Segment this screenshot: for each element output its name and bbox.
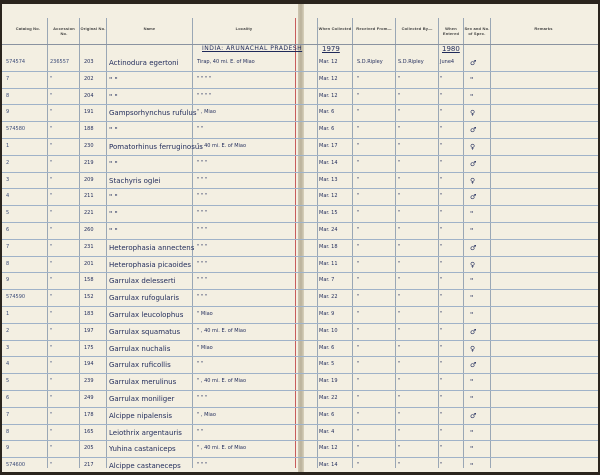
locality-cell: " " " <box>197 395 208 401</box>
collected-by-cell: " <box>398 445 401 452</box>
locality-cell: " " <box>197 361 204 368</box>
species-name-cell: Pomatorhinus ferruginosus <box>109 143 203 151</box>
date-collected-cell: Mar. 4 <box>319 428 335 435</box>
sex-cell: ♀ <box>470 176 476 185</box>
locality-cell: " , 40 mi. E. of Miao <box>197 445 247 452</box>
date-collected-cell: Mar. 11 <box>319 260 338 267</box>
received-from-cell: " <box>357 428 360 435</box>
original-no-cell: 205 <box>84 445 94 452</box>
original-no-cell: 221 <box>84 210 94 217</box>
header-locality: Locality <box>235 26 253 31</box>
accession-no-cell: " <box>50 159 53 166</box>
date-collected-cell: Mar. 12 <box>319 445 338 452</box>
collected-by-cell: " <box>398 294 401 301</box>
received-from-cell: " <box>357 92 360 99</box>
locality-cell: Tirap, 40 mi. E. of Miao <box>197 59 255 65</box>
date-collected-cell: Mar. 22 <box>319 294 338 301</box>
when-entered-cell: " <box>440 159 443 166</box>
received-from-cell: S.D.Ripley <box>357 59 383 65</box>
received-from-cell: " <box>357 327 360 334</box>
species-name-cell: Garrulax moniliger <box>109 395 175 403</box>
accession-no-cell: " <box>50 462 53 469</box>
table-row <box>2 324 598 341</box>
original-no-cell: 158 <box>84 277 94 284</box>
species-name-cell: Garrulax nuchalis <box>109 344 171 353</box>
original-no-cell: 203 <box>84 59 94 65</box>
date-collected-cell: Mar. 12 <box>319 59 338 65</box>
collected-by-cell: " <box>398 109 401 116</box>
date-collected-cell: Mar. 12 <box>319 92 338 99</box>
when-entered-cell: " <box>440 143 443 149</box>
species-name-cell: Garrulax rufogularis <box>109 294 180 303</box>
sex-cell: ♀ <box>470 344 476 353</box>
accession-no-cell: " <box>50 378 53 385</box>
collected-by-cell: " <box>398 126 401 133</box>
when-entered-cell: " <box>440 176 443 183</box>
sex-cell: ♂ <box>470 411 477 420</box>
catalog-no-cell: 1 <box>6 143 10 149</box>
collected-by-cell: " <box>398 462 401 469</box>
catalog-no-cell: 574590 <box>6 294 26 301</box>
catalog-no-cell: 574600 <box>6 462 26 469</box>
catalog-no-cell: 9 <box>6 109 10 116</box>
header-received-from: Received From— <box>356 26 392 31</box>
received-from-cell: " <box>357 243 360 250</box>
collected-by-cell: " <box>398 260 401 267</box>
catalog-no-cell: 6 <box>6 395 10 401</box>
date-collected-cell: Mar. 9 <box>319 311 335 317</box>
accession-no-cell: " <box>50 311 53 317</box>
species-name-cell: Garrulax ruficollis <box>109 361 171 370</box>
date-collected-cell: Mar. 22 <box>319 395 338 401</box>
species-name-cell: " " <box>109 159 118 168</box>
when-entered-cell: " <box>440 126 443 133</box>
species-name-cell: " " <box>109 92 118 101</box>
date-collected-cell: Mar. 12 <box>319 193 338 200</box>
locality-cell: " " " <box>197 294 208 301</box>
accession-no-cell: " <box>50 243 53 250</box>
locality-cell: " , Miao <box>197 109 216 116</box>
locality-heading: INDIA: ARUNACHAL PRADESH <box>202 45 303 52</box>
catalog-no-cell: 7 <box>6 75 10 82</box>
date-collected-cell: Mar. 14 <box>319 159 338 166</box>
table-row <box>2 391 598 408</box>
species-name-cell: Stachyris oglei <box>109 176 161 185</box>
when-entered-cell: " <box>440 227 443 233</box>
sex-cell: ♀ <box>470 260 476 269</box>
accession-no-cell: " <box>50 327 53 334</box>
header-collected-by: Collected By— <box>401 26 433 31</box>
when-entered-cell: June4 <box>440 59 455 65</box>
collected-by-cell: " <box>398 92 401 99</box>
when-entered-cell: " <box>440 210 443 217</box>
species-name-cell: Garrulax squamatus <box>109 327 181 336</box>
species-name-cell: Yuhina castaniceps <box>109 445 176 454</box>
received-from-cell: " <box>357 143 360 149</box>
year-entered: 1980 <box>442 45 460 53</box>
accession-no-cell: " <box>50 294 53 301</box>
sex-cell: " <box>470 445 474 454</box>
table-row <box>2 441 598 458</box>
species-name-cell: Garrulax leucolophus <box>109 311 184 319</box>
sex-cell: ♂ <box>470 193 477 202</box>
original-no-cell: 183 <box>84 311 94 317</box>
when-entered-cell: " <box>440 462 443 469</box>
collected-by-cell: S.D.Ripley <box>398 59 424 65</box>
accession-no-cell: " <box>50 361 53 368</box>
table-row <box>2 341 598 358</box>
collected-by-cell: " <box>398 159 401 166</box>
table-row <box>2 122 598 139</box>
accession-no-cell: " <box>50 75 53 82</box>
received-from-cell: " <box>357 210 360 217</box>
date-collected-cell: Mar. 15 <box>319 210 338 217</box>
date-collected-cell: Mar. 17 <box>319 143 338 149</box>
received-from-cell: " <box>357 277 360 284</box>
table-row <box>2 206 598 223</box>
table-row <box>2 105 598 122</box>
received-from-cell: " <box>357 462 360 469</box>
received-from-cell: " <box>357 75 360 82</box>
species-name-cell: Heterophasia picaoides <box>109 260 192 269</box>
accession-no-cell: " <box>50 92 53 99</box>
received-from-cell: " <box>357 294 360 301</box>
original-no-cell: 260 <box>84 227 94 233</box>
when-entered-cell: " <box>440 395 443 401</box>
catalog-no-cell: 574574 <box>6 59 26 65</box>
when-entered-cell: " <box>440 311 443 317</box>
accession-no-cell: " <box>50 260 53 267</box>
table-row <box>2 139 598 156</box>
sex-cell: " <box>470 227 474 235</box>
locality-cell: " " " <box>197 159 208 166</box>
when-entered-cell: " <box>440 294 443 301</box>
received-from-cell: " <box>357 260 360 267</box>
sex-cell: " <box>470 75 474 84</box>
header-catalog-no: Catalog No. <box>15 26 41 31</box>
date-collected-cell: Mar. 10 <box>319 327 338 334</box>
locality-cell: " " <box>197 428 204 435</box>
collected-by-cell: " <box>398 378 401 385</box>
accession-no-cell: " <box>50 143 53 149</box>
catalog-no-cell: 9 <box>6 277 10 284</box>
accession-no-cell: " <box>50 227 53 233</box>
original-no-cell: 191 <box>84 109 94 116</box>
locality-cell: " " " <box>197 227 208 233</box>
table-row <box>2 257 598 274</box>
received-from-cell: " <box>357 109 360 116</box>
table-row <box>2 374 598 391</box>
date-collected-cell: Mar. 7 <box>319 277 335 284</box>
table-row <box>2 240 598 257</box>
table-row <box>2 408 598 425</box>
collected-by-cell: " <box>398 395 401 401</box>
locality-cell: " " " <box>197 462 208 469</box>
species-name-cell: " " <box>109 193 118 202</box>
catalog-no-cell: 3 <box>6 176 10 183</box>
species-name-cell: Heterophasia annectens <box>109 243 195 252</box>
original-no-cell: 178 <box>84 411 94 418</box>
when-entered-cell: " <box>440 428 443 435</box>
accession-no-cell: " <box>50 428 53 435</box>
received-from-cell: " <box>357 344 360 351</box>
original-no-cell: 217 <box>84 462 94 469</box>
original-no-cell: 197 <box>84 327 94 334</box>
sex-cell: ♂ <box>470 361 477 370</box>
when-entered-cell: " <box>440 445 443 452</box>
collected-by-cell: " <box>398 193 401 200</box>
when-entered-cell: " <box>440 75 443 82</box>
date-collected-cell: Mar. 18 <box>319 243 338 250</box>
locality-cell: " " " <box>197 193 208 200</box>
when-entered-cell: " <box>440 411 443 418</box>
catalog-no-cell: 3 <box>6 344 10 351</box>
date-collected-cell: Mar. 6 <box>319 411 335 418</box>
when-entered-cell: " <box>440 92 443 99</box>
catalog-no-cell: 574580 <box>6 126 26 133</box>
received-from-cell: " <box>357 361 360 368</box>
original-no-cell: 202 <box>84 75 94 82</box>
catalog-no-cell: 2 <box>6 159 10 166</box>
when-entered-cell: " <box>440 260 443 267</box>
locality-cell: " Miao <box>197 344 213 351</box>
header-name: Name <box>143 26 156 31</box>
table-row <box>2 425 598 442</box>
sex-cell: ♂ <box>470 59 477 67</box>
table-row <box>2 72 598 89</box>
catalog-no-cell: 1 <box>6 311 10 317</box>
catalog-no-cell: 8 <box>6 428 10 435</box>
collected-by-cell: " <box>398 327 401 334</box>
header-accession-no: Accession No. <box>53 26 75 36</box>
header-sex-and-no: Sex and No. of Spec. <box>464 26 490 36</box>
locality-cell: " " <box>197 126 204 133</box>
when-entered-cell: " <box>440 243 443 250</box>
table-row <box>2 290 598 307</box>
collected-by-cell: " <box>398 361 401 368</box>
received-from-cell: " <box>357 411 360 418</box>
date-collected-cell: Mar. 12 <box>319 75 338 82</box>
locality-cell: " " " " <box>197 75 211 82</box>
locality-cell: " , 40 mi. E. of Miao <box>197 327 247 334</box>
header-when-entered: When Entered <box>442 26 460 36</box>
accession-no-cell: 236557 <box>50 59 70 65</box>
sex-cell: ♂ <box>470 159 477 168</box>
date-collected-cell: Mar. 6 <box>319 126 335 133</box>
species-name-cell: Alcippe nipalensis <box>109 411 172 420</box>
original-no-cell: 165 <box>84 428 94 435</box>
received-from-cell: " <box>357 445 360 452</box>
table-row <box>2 307 598 324</box>
catalog-no-cell: 5 <box>6 210 10 217</box>
sex-cell: " <box>470 462 474 471</box>
sex-cell: " <box>470 294 474 303</box>
sex-cell: ♂ <box>470 327 477 336</box>
sex-cell: " <box>470 378 474 387</box>
date-collected-cell: Mar. 19 <box>319 378 338 385</box>
when-entered-cell: " <box>440 193 443 200</box>
accession-no-cell: " <box>50 411 53 418</box>
when-entered-cell: " <box>440 327 443 334</box>
when-entered-cell: " <box>440 344 443 351</box>
collected-by-cell: " <box>398 311 401 317</box>
when-entered-cell: " <box>440 378 443 385</box>
ledger-page-spread <box>2 4 598 472</box>
original-no-cell: 231 <box>84 243 94 250</box>
date-collected-cell: Mar. 6 <box>319 344 335 351</box>
accession-no-cell: " <box>50 210 53 217</box>
original-no-cell: 152 <box>84 294 94 301</box>
species-name-cell: Garrulax delesserti <box>109 277 176 286</box>
catalog-no-cell: 8 <box>6 92 10 99</box>
original-no-cell: 175 <box>84 344 94 351</box>
original-no-cell: 239 <box>84 378 94 385</box>
received-from-cell: " <box>357 395 360 401</box>
when-entered-cell: " <box>440 109 443 116</box>
collected-by-cell: " <box>398 344 401 351</box>
table-row <box>2 357 598 374</box>
accession-no-cell: " <box>50 126 53 133</box>
collected-by-cell: " <box>398 411 401 418</box>
species-name-cell: " " <box>109 210 118 219</box>
locality-cell: " " " <box>197 210 208 217</box>
date-collected-cell: Mar. 6 <box>319 109 335 116</box>
collected-by-cell: " <box>398 75 401 82</box>
original-no-cell: 249 <box>84 395 94 401</box>
locality-cell: " , 40 mi. E. of Miao <box>197 143 247 149</box>
received-from-cell: " <box>357 378 360 385</box>
date-collected-cell: Mar. 13 <box>319 176 338 183</box>
sex-cell: " <box>470 92 474 101</box>
original-no-cell: 188 <box>84 126 94 133</box>
year-collected: 1979 <box>322 45 340 53</box>
catalog-no-cell: 7 <box>6 411 10 418</box>
accession-no-cell: " <box>50 395 53 401</box>
accession-no-cell: " <box>50 445 53 452</box>
date-collected-cell: Mar. 5 <box>319 361 335 368</box>
locality-cell: " " " <box>197 277 208 284</box>
species-name-cell: Gampsorhynchus rufulus <box>109 109 197 118</box>
table-row <box>2 189 598 206</box>
collected-by-cell: " <box>398 428 401 435</box>
locality-cell: " " " <box>197 176 208 183</box>
date-collected-cell: Mar. 24 <box>319 227 338 233</box>
species-name-cell: Garrulax merulinus <box>109 378 177 387</box>
date-collected-cell: Mar. 14 <box>319 462 338 469</box>
received-from-cell: " <box>357 227 360 233</box>
catalog-no-cell: 4 <box>6 361 10 368</box>
header-original-no: Original No. <box>80 26 106 31</box>
sex-cell: " <box>470 311 474 319</box>
accession-no-cell: " <box>50 109 53 116</box>
species-name-cell: Actinodura egertoni <box>109 59 179 67</box>
collected-by-cell: " <box>398 176 401 183</box>
species-name-cell: " " <box>109 126 118 135</box>
catalog-no-cell: 2 <box>6 327 10 334</box>
sex-cell: ♂ <box>470 126 477 135</box>
collected-by-cell: " <box>398 227 401 233</box>
received-from-cell: " <box>357 193 360 200</box>
catalog-no-cell: 8 <box>6 260 10 267</box>
sex-cell: " <box>470 277 474 286</box>
sex-cell: ♀ <box>470 109 476 118</box>
species-name-cell: Alcippe castaneceps <box>109 462 181 471</box>
catalog-no-cell: 4 <box>6 193 10 200</box>
original-no-cell: 201 <box>84 260 94 267</box>
catalog-no-cell: 5 <box>6 378 10 385</box>
sex-cell: ♂ <box>470 243 477 252</box>
collected-by-cell: " <box>398 210 401 217</box>
species-name-cell: " " <box>109 75 118 84</box>
received-from-cell: " <box>357 176 360 183</box>
sex-cell: " <box>470 210 474 219</box>
received-from-cell: " <box>357 126 360 133</box>
catalog-no-cell: 9 <box>6 445 10 452</box>
received-from-cell: " <box>357 159 360 166</box>
species-name-cell: " " <box>109 227 118 235</box>
locality-cell: " , Miao <box>197 411 216 418</box>
sex-cell: ♀ <box>470 143 476 151</box>
catalog-no-cell: 6 <box>6 227 10 233</box>
original-no-cell: 219 <box>84 159 94 166</box>
original-no-cell: 194 <box>84 361 94 368</box>
catalog-no-cell: 7 <box>6 243 10 250</box>
sex-cell: " <box>470 395 474 403</box>
table-row <box>2 223 598 240</box>
species-name-cell: Leiothrix argentauris <box>109 428 182 437</box>
locality-cell: " , 40 mi. E. of Miao <box>197 378 247 385</box>
collected-by-cell: " <box>398 277 401 284</box>
table-row <box>2 55 598 72</box>
locality-cell: " " " <box>197 243 208 250</box>
locality-cell: " Miao <box>197 311 213 317</box>
accession-no-cell: " <box>50 277 53 284</box>
collected-by-cell: " <box>398 243 401 250</box>
table-row <box>2 156 598 173</box>
sex-cell: " <box>470 428 474 437</box>
original-no-cell: 211 <box>84 193 94 200</box>
table-row <box>2 273 598 290</box>
when-entered-cell: " <box>440 361 443 368</box>
original-no-cell: 209 <box>84 176 94 183</box>
locality-cell: " " " " <box>197 92 211 99</box>
header-when-collected: When Collected <box>318 26 352 31</box>
accession-no-cell: " <box>50 344 53 351</box>
table-row <box>2 173 598 190</box>
accession-no-cell: " <box>50 176 53 183</box>
collected-by-cell: " <box>398 143 401 149</box>
table-row <box>2 458 598 472</box>
received-from-cell: " <box>357 311 360 317</box>
table-row <box>2 89 598 106</box>
accession-no-cell: " <box>50 193 53 200</box>
original-no-cell: 230 <box>84 143 94 149</box>
original-no-cell: 204 <box>84 92 94 99</box>
when-entered-cell: " <box>440 277 443 284</box>
locality-cell: " " " <box>197 260 208 267</box>
header-remarks: Remarks <box>534 26 553 31</box>
